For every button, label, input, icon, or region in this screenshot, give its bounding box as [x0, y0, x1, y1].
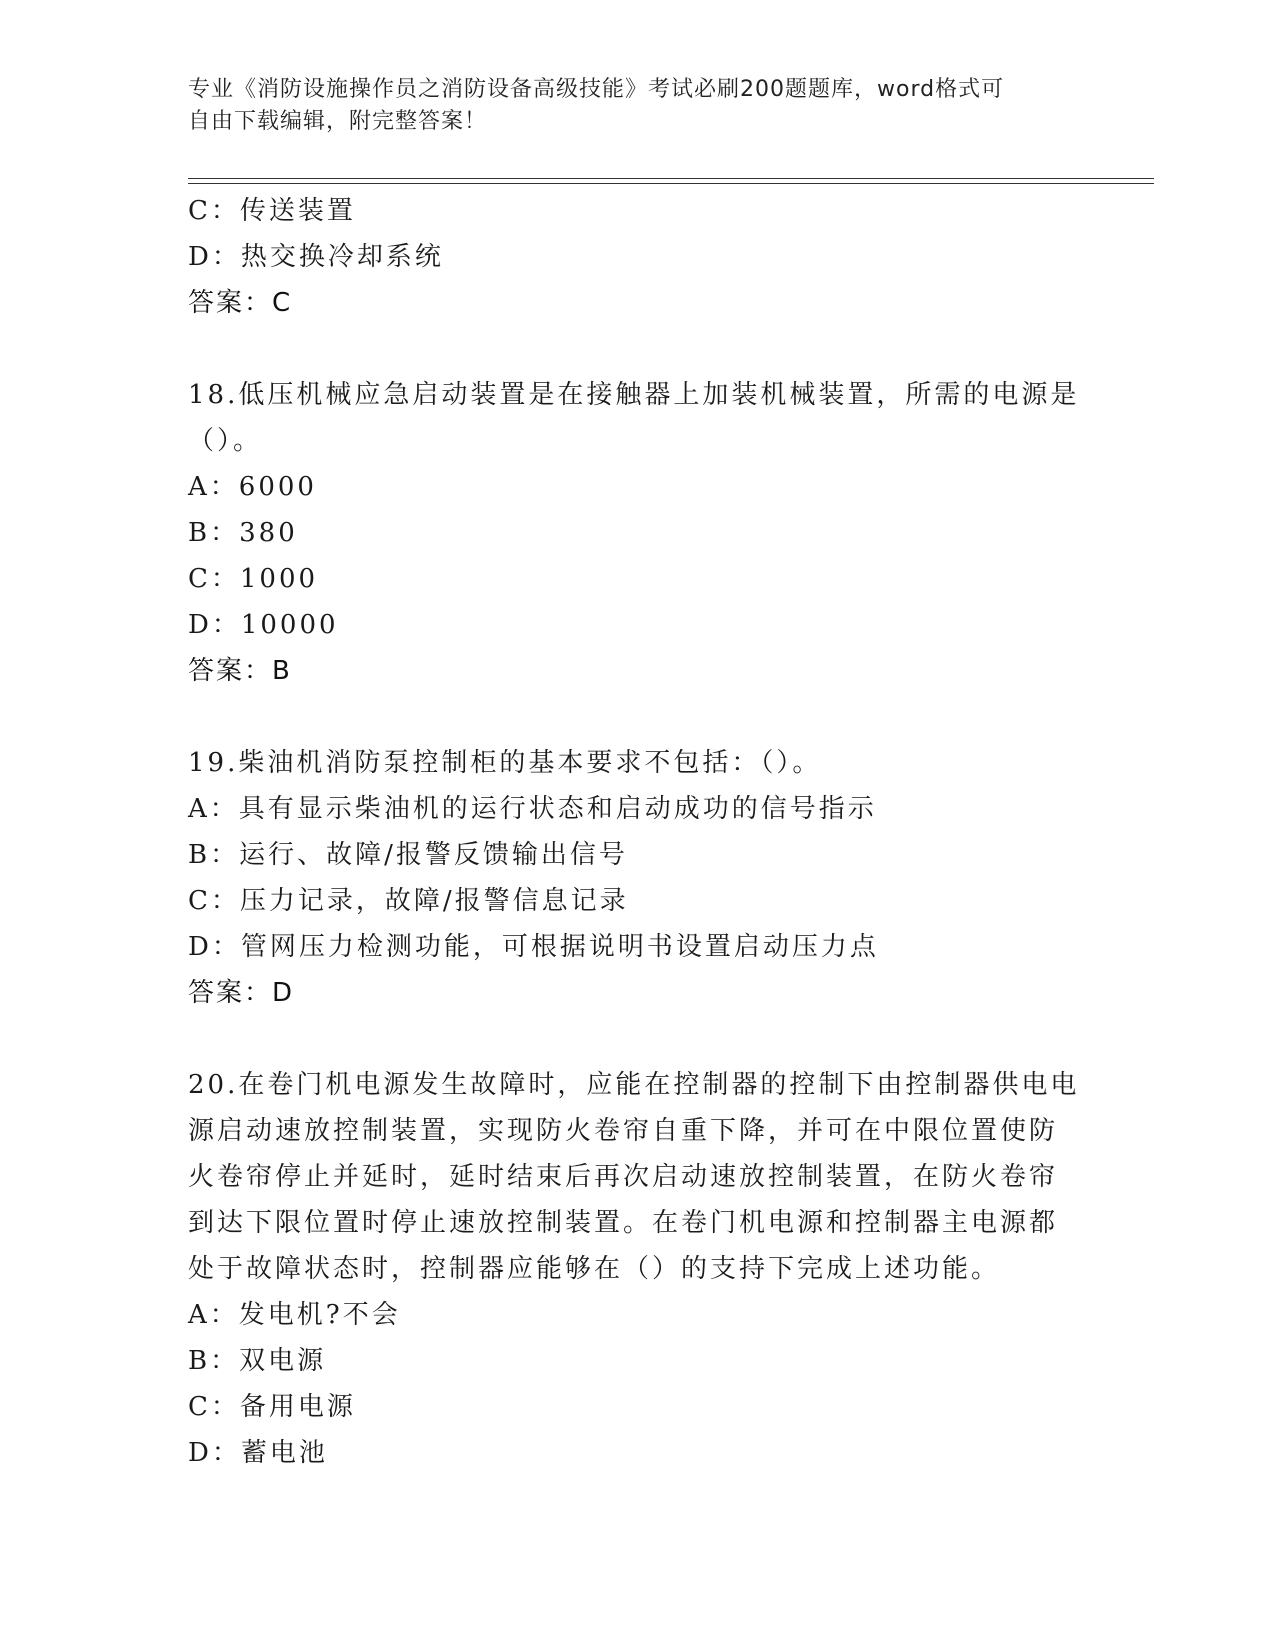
- option-b: B：380: [188, 518, 298, 548]
- question-20: [188, 1062, 1088, 1476]
- spacer: [188, 326, 1088, 372]
- option-c: C：1000: [188, 564, 319, 594]
- option-d: D：管网压力检测功能，可根据说明书设置启动压力点: [188, 932, 879, 962]
- question-text-continued: 处于故障状态时，控制器应能够在（）的支持下完成上述功能。: [188, 1254, 1001, 1284]
- spacer: [188, 694, 1088, 740]
- header-divider-bottom: [188, 183, 1154, 184]
- header-divider-top: [188, 178, 1154, 179]
- option-d: D：蓄电池: [188, 1438, 328, 1468]
- question-17-tail: [188, 188, 1088, 326]
- option-c: C：备用电源: [188, 1392, 356, 1422]
- option-b: B：双电源: [188, 1346, 327, 1376]
- header-line-2: 自由下载编辑，附完整答案！: [188, 109, 488, 134]
- question-text-continued: 源启动速放控制装置，实现防火卷帘自重下降，并可在中限位置使防: [188, 1116, 1059, 1146]
- question-text: 18.低压机械应急启动装置是在接触器上加装机械装置，所需的电源是: [188, 380, 1080, 410]
- question-text-continued: 火卷帘停止并延时，延时结束后再次启动速放控制装置，在防火卷帘: [188, 1162, 1059, 1192]
- option-d: D：10000: [188, 610, 339, 640]
- option-c: C：传送装置: [188, 196, 356, 226]
- question-text-continued: （）。: [188, 426, 263, 456]
- answer-line: 答案：B: [188, 656, 292, 686]
- question-text-continued: 到达下限位置时停止速放控制装置。在卷门机电源和控制器主电源都: [188, 1208, 1059, 1238]
- question-text: 19.柴油机消防泵控制柜的基本要求不包括：（）。: [188, 748, 822, 778]
- answer-line: 答案：D: [188, 978, 295, 1008]
- option-a: A：6000: [188, 472, 317, 502]
- document-body: [188, 188, 1088, 1476]
- question-19: [188, 740, 1088, 1016]
- option-b: B：运行、故障/报警反馈输出信号: [188, 840, 628, 870]
- answer-line: 答案：C: [188, 288, 293, 318]
- header-line-1: 专业《消防设施操作员之消防设备高级技能》考试必刷200题题库，word格式可: [188, 77, 1005, 102]
- question-18: [188, 372, 1088, 694]
- spacer: [188, 1016, 1088, 1062]
- option-d: D：热交换冷却系统: [188, 242, 444, 272]
- option-c: C：压力记录，故障/报警信息记录: [188, 886, 629, 916]
- option-a: A：发电机?不会: [188, 1300, 401, 1330]
- option-a: A：具有显示柴油机的运行状态和启动成功的信号指示: [188, 794, 877, 824]
- document-header: [188, 74, 1088, 138]
- question-text: 20.在卷门机电源发生故障时，应能在控制器的控制下由控制器供电电: [188, 1070, 1080, 1100]
